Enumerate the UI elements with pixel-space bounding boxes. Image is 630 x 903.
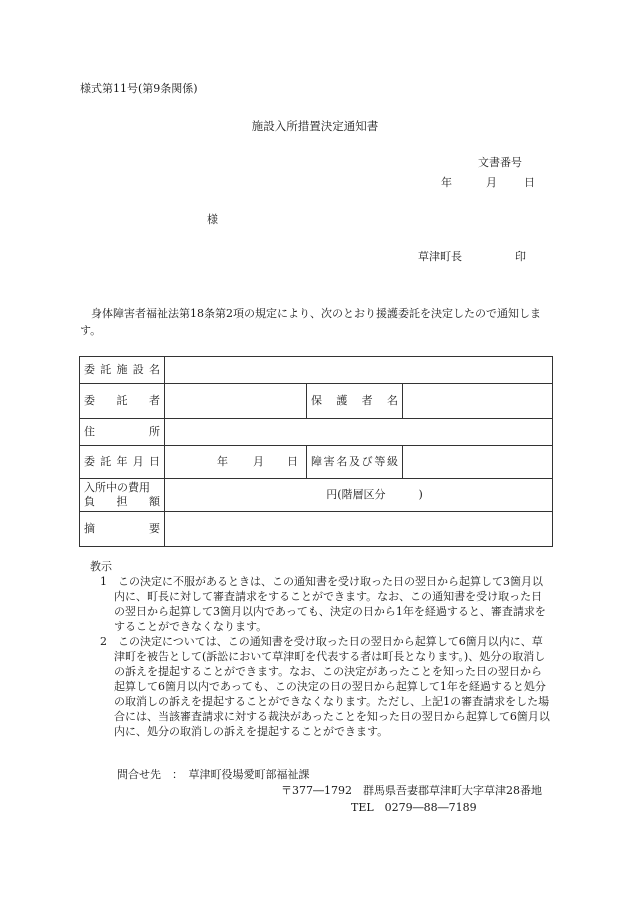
cost-label [80,479,165,512]
date-year: 年 [441,176,452,189]
form-number: 様式第11号(第9条関係) [80,82,198,95]
contact-address: 〒377―1792 群馬県吾妻郡草津町大字草津28番地 [281,784,542,797]
contact-tel: TEL 0279―88―7189 [351,801,477,814]
row-address [80,419,553,446]
address-value [165,419,553,446]
facility-value [165,357,553,384]
summary-value [165,512,553,547]
document-number-label: 文書番号 [478,156,522,169]
cost-value: 円(階層区分 ) [165,479,553,512]
consignment-year: 年 [217,455,228,469]
consignment-date-label: 委託年月日 [80,446,165,479]
summary-label: 摘 要 [80,512,165,547]
cost-label-line1: 入所中の費用 [84,481,150,494]
consignment-date-value [165,446,307,479]
seal-mark: 印 [515,250,526,263]
consignee-label: 委 託 者 [80,384,165,419]
guardian-label: 保 護 者 名 [307,384,403,419]
row-consignee [80,384,553,419]
appeal-notice [90,559,552,739]
disability-label: 障害名及び等級 [307,446,403,479]
issuer-block [418,250,526,263]
document-title: 施設入所措置決定通知書 [251,119,379,133]
address-label: 住 所 [80,419,165,446]
issuer-name: 草津町長 [418,250,462,263]
intro-text: 身体障害者福祉法第18条第2項の規定により、次のとおり援護委託を決定したので通知します。 [80,307,541,337]
date-day: 日 [524,176,535,189]
consignee-value [165,384,307,419]
consignment-day: 日 [287,455,298,469]
facility-label: 委託施設名 [80,357,165,384]
row-summary [80,512,553,547]
guardian-value [403,384,553,419]
consignment-month: 月 [253,455,264,469]
notice-item-1: 1 この決定に不服があるときは、この通知書を受け取った日の翌日から起算して3箇月以内に、町長に対して審査請求をすることができます。なお、この通知書を受け取った日の翌日から起算して3箇月以内であっても、決定の日から1年を経過すると、審査請求をすることができなくなります。 [100,575,546,633]
notice-heading: 教示 [90,560,112,573]
issue-date [441,176,535,189]
date-month: 月 [486,176,497,189]
cost-label-line2: 負 担 額 [84,495,160,508]
row-date [80,446,553,479]
row-cost [80,479,553,512]
row-facility [80,357,553,384]
notice-item-2: 2 この決定については、この通知書を受け取った日の翌日から起算して6箇月以内に、草津町を被告として(訴訟において草津町を代表する者は町長となります。)、処分の取消しの訴えを提起することができます。なお、この決定があったことを知った日の翌日から起算して6箇月以内であっても、この決定の日の翌日から起算して1年を経過すると処分の取消しの訴えを提起することができなくなります。ただし、上記1の審査請求をした場合には、当該審査請求に対する裁決があったことを知った日の翌日から起算して6箇月以内に、処分の取消しの訴えを提起することができます。 [100,635,550,738]
disability-value [403,446,553,479]
contact-label: 問合せ先 ： 草津町役場愛町部福祉課 [117,768,310,781]
addressee-suffix: 様 [207,213,218,226]
decision-table [79,356,553,547]
